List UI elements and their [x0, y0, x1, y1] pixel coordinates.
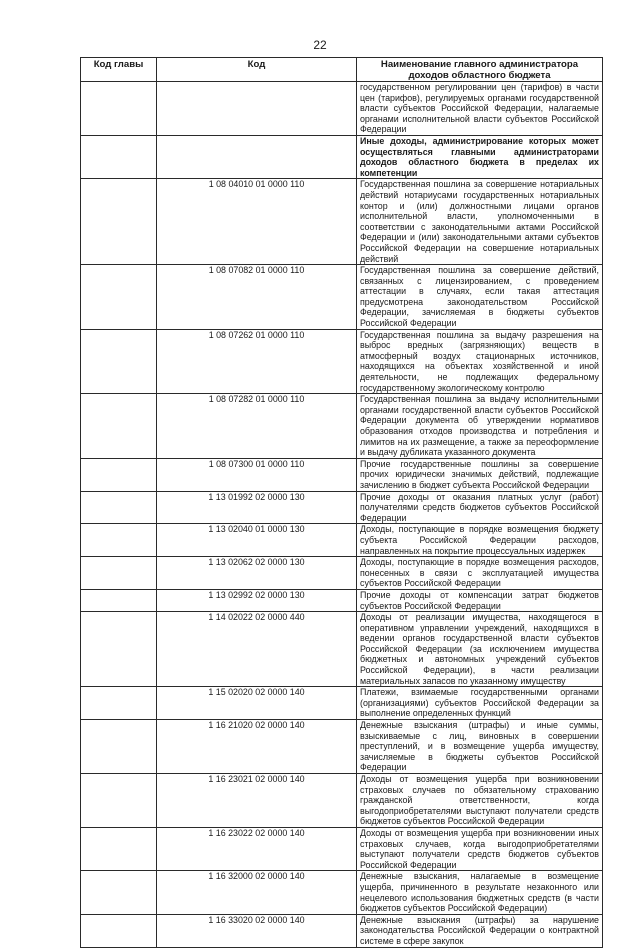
budget-code-cell	[157, 135, 357, 178]
table-row	[81, 914, 603, 947]
budget-code-cell: 1 16 32000 02 0000 140	[157, 871, 357, 914]
revenue-name-cell: Иные доходы, администрирование которых может осуществляться главными администраторами доходов областного бюджета в пределах их компетенции	[357, 135, 603, 178]
revenue-name-cell: Прочие государственные пошлины за совершение прочих юридически значимых действий, подлежащие зачислению в бюджет субъекта Российской Федерации	[357, 458, 603, 491]
budget-code-cell: 1 16 21020 02 0000 140	[157, 720, 357, 774]
budget-code-cell: 1 08 07300 01 0000 110	[157, 458, 357, 491]
revenue-name-cell: Доходы от возмещения ущерба при возникновении страховых случаев по обязательному страхованию гражданской ответственности, когда выгодоприобретателями выступают получатели средств бюджетов субъектов Российской Федерации	[357, 774, 603, 828]
budget-code-cell: 1 08 07262 01 0000 110	[157, 329, 357, 394]
table-row	[81, 394, 603, 459]
chapter-code-cell	[81, 687, 157, 720]
chapter-code-cell	[81, 491, 157, 524]
revenue-name-cell: Прочие доходы от компенсации затрат бюджетов субъектов Российской Федерации	[357, 589, 603, 611]
budget-code-cell: 1 16 23021 02 0000 140	[157, 774, 357, 828]
chapter-code-cell	[81, 827, 157, 870]
table-row	[81, 329, 603, 394]
chapter-code-cell	[81, 179, 157, 265]
chapter-code-cell	[81, 914, 157, 947]
revenue-name-cell: Денежные взыскания, налагаемые в возмещение ущерба, причиненного в результате незаконного или нецелевого использования бюджетных средств (в части бюджетов субъектов Российской Федерации)	[357, 871, 603, 914]
chapter-code-cell	[81, 82, 157, 136]
revenue-name-cell: Государственная пошлина за выдачу разрешения на выброс вредных (загрязняющих) веществ в атмосферный воздух стационарных источников, находящихся на объектах хозяйственной и иной деятельности, не подлежащих федеральному государственному экологическому контролю	[357, 329, 603, 394]
table-row	[81, 687, 603, 720]
header-code: Код	[157, 58, 357, 82]
budget-code-cell: 1 14 02022 02 0000 440	[157, 612, 357, 687]
chapter-code-cell	[81, 524, 157, 557]
revenue-name-cell: Денежные взыскания (штрафы) за нарушение законодательства Российской Федерации о контрактной системе в сфере закупок	[357, 914, 603, 947]
chapter-code-cell	[81, 720, 157, 774]
header-administrator-name: Наименование главного администратора доходов областного бюджета	[357, 58, 603, 82]
table-row	[81, 774, 603, 828]
chapter-code-cell	[81, 871, 157, 914]
revenue-name-cell: государственном регулировании цен (тарифов) в части цен (тарифов), регулируемых органами государственной власти субъектов Российской Федерации, налагаемые органами исполнительной власти субъектов Российской Федерации	[357, 82, 603, 136]
revenue-name-cell: Доходы от возмещения ущерба при возникновении иных страховых случаев, когда выгодоприобретателями выступают получатели средств бюджетов субъектов Российской Федерации	[357, 827, 603, 870]
page-number: 22	[313, 38, 327, 52]
chapter-code-cell	[81, 557, 157, 590]
budget-code-cell: 1 08 07082 01 0000 110	[157, 265, 357, 330]
revenue-name-cell: Государственная пошлина за совершение действий, связанных с лицензированием, с проведением аттестации в случаях, если такая аттестация предусмотрена законодательством Российской Федерации, зачисляемая в бюджеты субъектов Российской Федерации	[357, 265, 603, 330]
chapter-code-cell	[81, 774, 157, 828]
revenue-name-cell: Платежи, взимаемые государственными органами (организациями) субъектов Российской Федерации за выполнение определенных функций	[357, 687, 603, 720]
budget-code-cell: 1 08 07282 01 0000 110	[157, 394, 357, 459]
revenue-name-cell: Доходы, поступающие в порядке возмещения бюджету субъекта Российской Федерации расходов, направленных на покрытие процессуальных издержек	[357, 524, 603, 557]
budget-code-cell: 1 16 23022 02 0000 140	[157, 827, 357, 870]
chapter-code-cell	[81, 458, 157, 491]
revenue-name-cell: Денежные взыскания (штрафы) и иные суммы, взыскиваемые с лиц, виновных в совершении преступлений, и в возмещение ущерба имуществу, зачисляемые в бюджеты субъектов Российской Федерации	[357, 720, 603, 774]
revenue-name-cell: Государственная пошлина за выдачу исполнительными органами государственной власти субъектов Российской Федерации документа об утверждении нормативов образования отходов производства и потребления и лимитов на их размещение, а также за переоформление и выдачу дубликата указанного документа	[357, 394, 603, 459]
table-row	[81, 265, 603, 330]
revenue-name-cell: Государственная пошлина за совершение нотариальных действий нотариусами государственных нотариальных контор и (или) должностными лицами органов исполнительной власти, уполномоченными в соответствии с законодательными актами Российской Федерации и (или) законодательными актами субъектов Российской Федерации на совершение нотариальных действий	[357, 179, 603, 265]
table-row	[81, 827, 603, 870]
revenue-name-cell: Доходы от реализации имущества, находящегося в оперативном управлении учреждений, находящихся в ведении органов государственной власти субъектов Российской Федерации (за исключением имущества бюджетных и автономных учреждений субъектов Российской Федерации), в части реализации материальных запасов по указанному имуществу	[357, 612, 603, 687]
chapter-code-cell	[81, 329, 157, 394]
revenue-name-cell: Прочие доходы от оказания платных услуг (работ) получателями средств бюджетов субъектов Российской Федерации	[357, 491, 603, 524]
table-row	[81, 458, 603, 491]
chapter-code-cell	[81, 135, 157, 178]
budget-code-cell: 1 13 02992 02 0000 130	[157, 589, 357, 611]
table-row	[81, 135, 603, 178]
chapter-code-cell	[81, 589, 157, 611]
table-row	[81, 82, 603, 136]
revenue-name-cell: Доходы, поступающие в порядке возмещения расходов, понесенных в связи с эксплуатацией имущества субъектов Российской Федерации	[357, 557, 603, 590]
budget-code-cell: 1 13 02040 01 0000 130	[157, 524, 357, 557]
table-row	[81, 557, 603, 590]
chapter-code-cell	[81, 612, 157, 687]
budget-code-cell: 1 16 33020 02 0000 140	[157, 914, 357, 947]
budget-code-cell: 1 13 02062 02 0000 130	[157, 557, 357, 590]
table-row	[81, 720, 603, 774]
table-row	[81, 871, 603, 914]
budget-code-cell	[157, 82, 357, 136]
revenue-administrators-table	[80, 57, 603, 948]
budget-code-cell: 1 08 04010 01 0000 110	[157, 179, 357, 265]
table-row	[81, 491, 603, 524]
table-row	[81, 524, 603, 557]
header-chapter-code: Код главы	[81, 58, 157, 82]
table-row	[81, 179, 603, 265]
table-row	[81, 612, 603, 687]
budget-code-cell: 1 13 01992 02 0000 130	[157, 491, 357, 524]
chapter-code-cell	[81, 265, 157, 330]
budget-code-cell: 1 15 02020 02 0000 140	[157, 687, 357, 720]
table-row	[81, 589, 603, 611]
chapter-code-cell	[81, 394, 157, 459]
table-header-row	[81, 58, 603, 82]
